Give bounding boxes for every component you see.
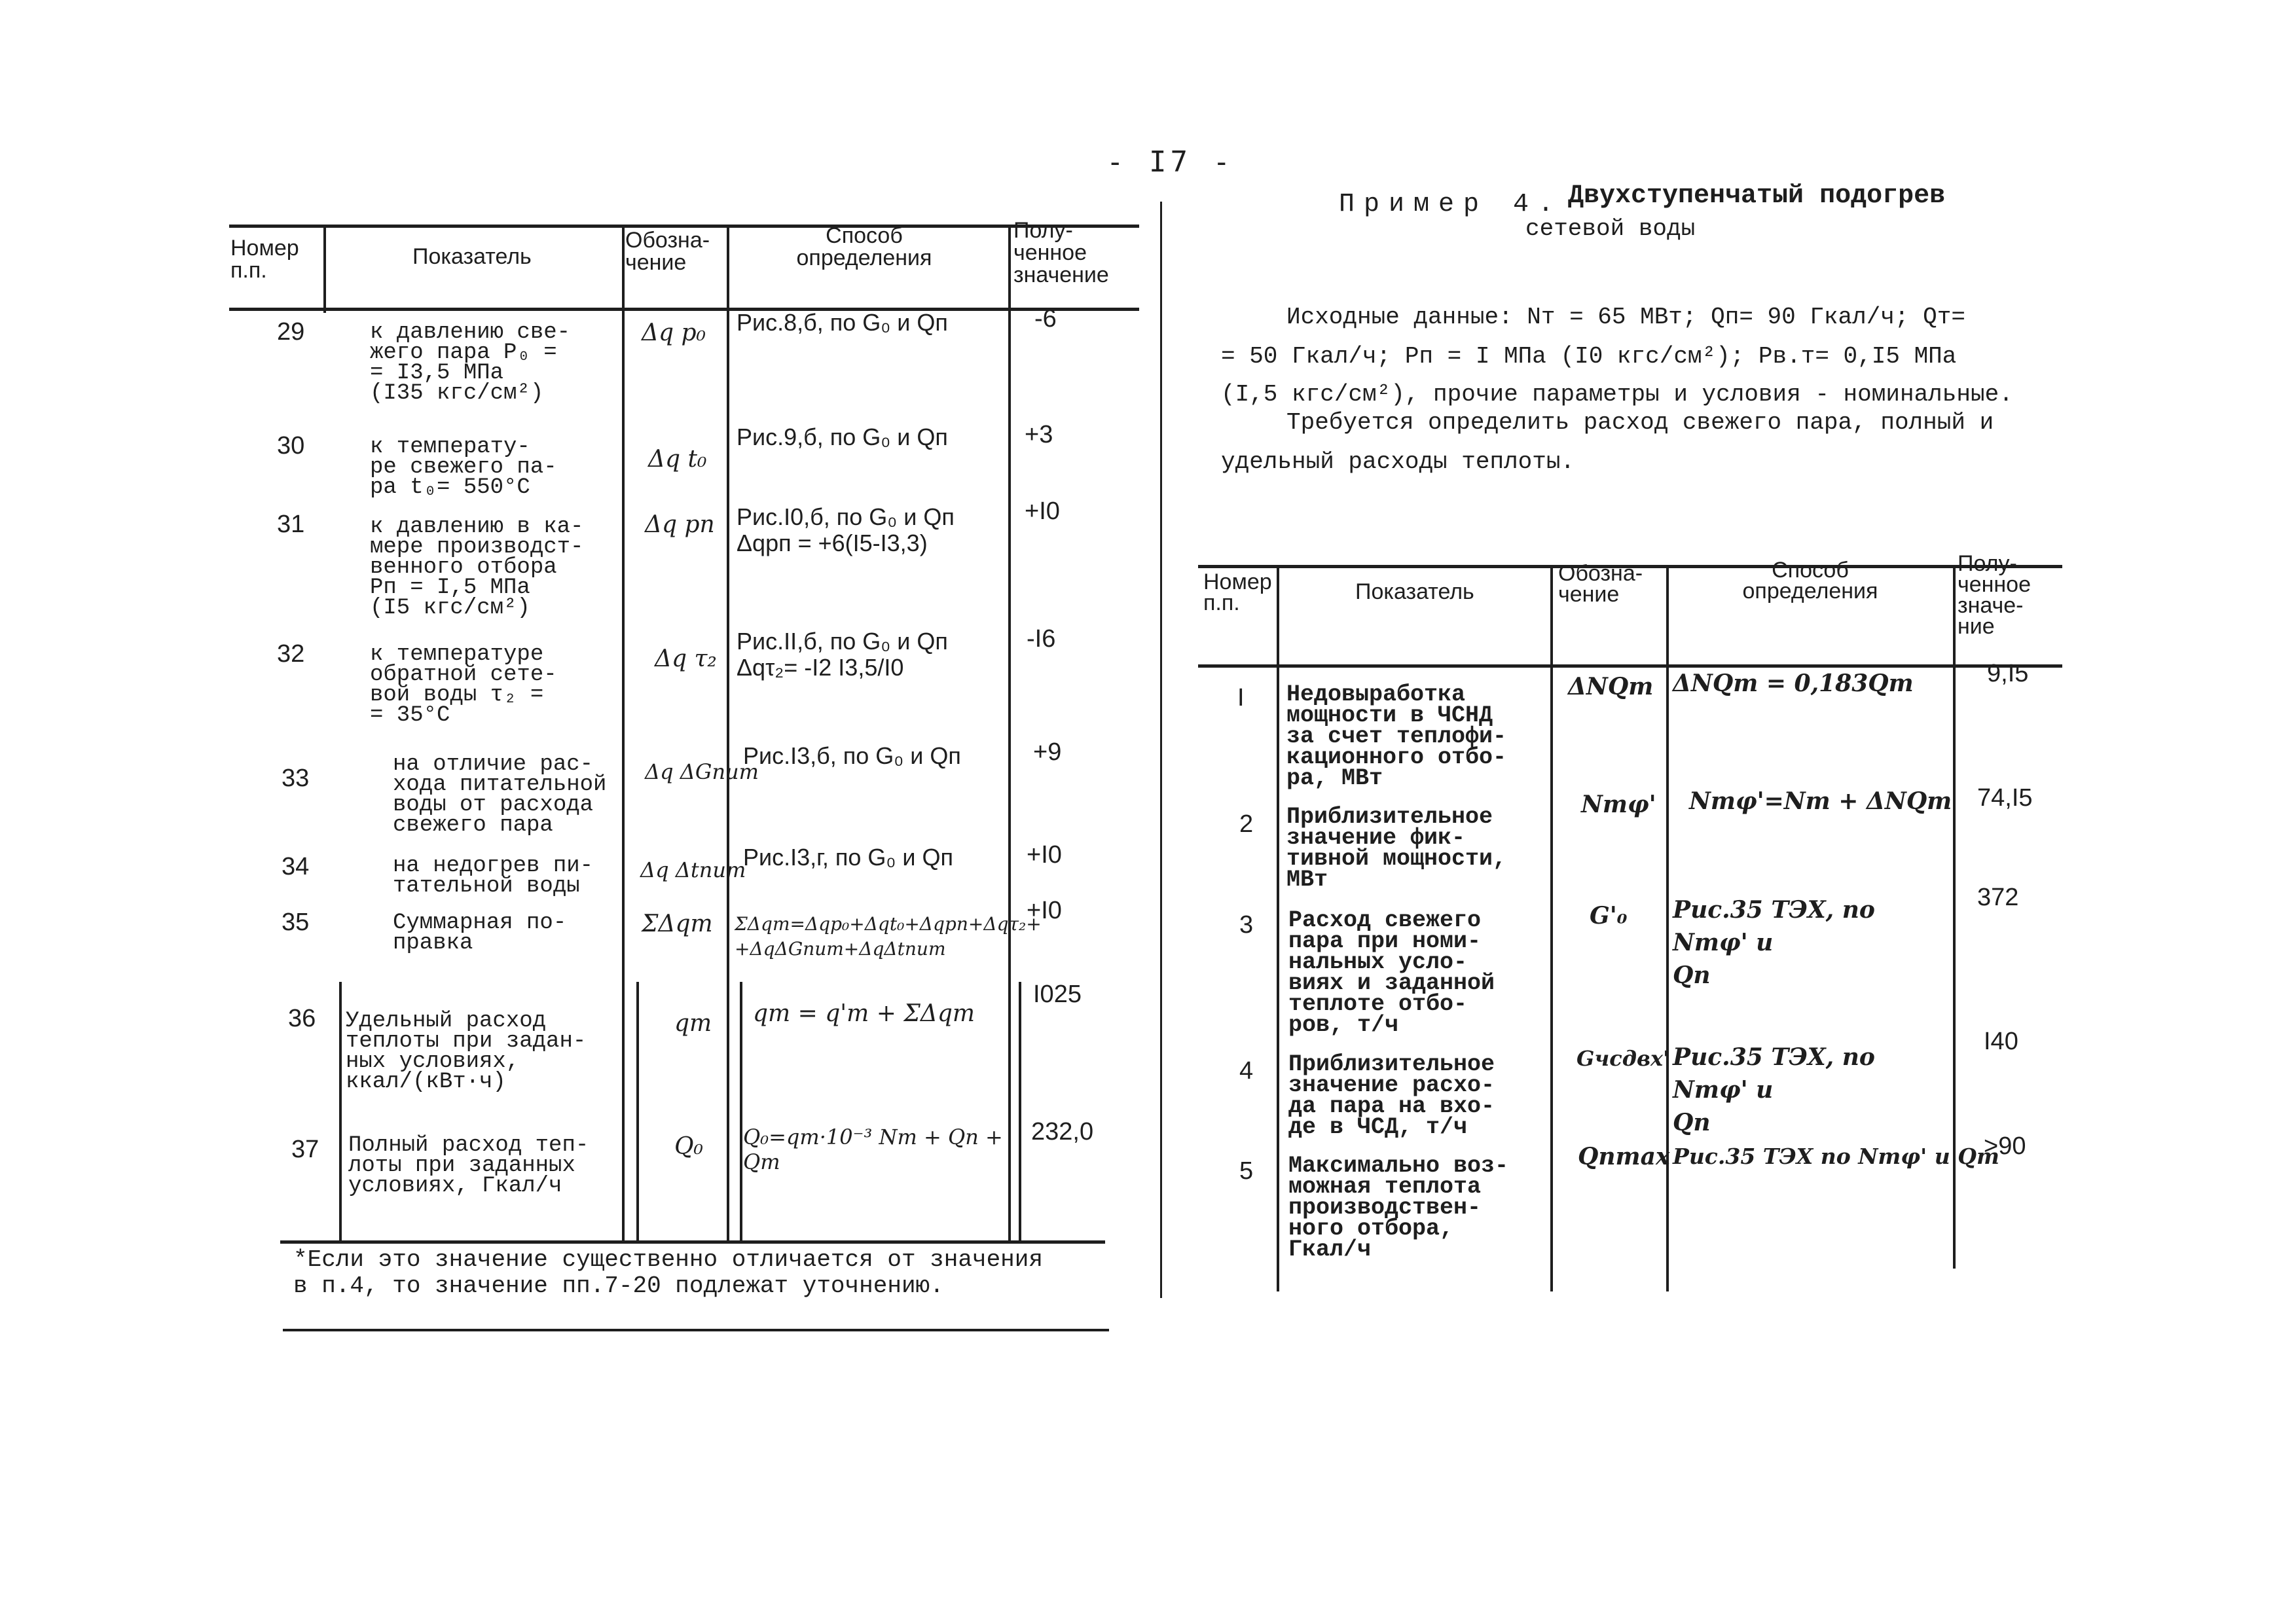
left-row-number: 34: [282, 853, 310, 880]
left-table-col-rule-1: [323, 225, 326, 313]
left-header-method: Способ определения: [796, 223, 932, 270]
right-row-indicator: Приблизительное значение фик- тивной мощности, МВт: [1286, 804, 1507, 893]
left-row-method: Рис.I0,б, по G₀ и Qп Δqpп = +6(I5-I3,3): [737, 503, 955, 556]
left-row-indicator: к давлению све- жего пара P₀ = = I3,5 МПа (I35 кгс/см²): [370, 320, 571, 406]
left-row-number: 30: [277, 432, 305, 460]
left-table-footnote-rule: [283, 1329, 1109, 1331]
right-row-number: 2: [1239, 810, 1254, 838]
left-row-symbol: Δq τ₂: [655, 645, 717, 672]
left-table-col-rule-4: [1008, 225, 1011, 1240]
left-row-indicator: Полный расход теп- лоты при заданных условиях, Гкал/ч: [348, 1133, 589, 1199]
left-row-number: 36: [288, 1005, 316, 1032]
page-number: - I7 -: [1106, 145, 1234, 179]
right-header-indicator: Показатель: [1355, 579, 1474, 604]
right-header-symbol: Обозна-чение: [1558, 561, 1643, 607]
left-row-number: 31: [277, 511, 305, 538]
left-row-indicator: Удельный расход теплоты при задан- ных условиях, ккал/(кВт·ч): [346, 1009, 587, 1094]
left-row-indicator: Суммарная по- правка: [393, 911, 567, 956]
right-row-method: Рис.35 ТЭХ, по Nтφ' и Qп: [1673, 896, 1875, 989]
left-header-value: Полу-ченное значение: [1013, 218, 1109, 287]
left-header-indicator: Показатель: [412, 244, 532, 269]
right-row-indicator: Приблизительное значение расхо- да пара на вхо- де в ЧСД, т/ч: [1288, 1051, 1495, 1140]
footnote: *Если это значение существенно отличается от значения в п.4, то значение пп.7-20 подлежат уточнению.: [293, 1246, 1043, 1299]
left-row-method: Рис.I3,г, по G₀ и Qп: [743, 844, 953, 871]
right-row-method: Nтφ'=Nт + ΔNQт: [1689, 787, 1952, 815]
right-header-number: Номер п.п.: [1203, 569, 1272, 615]
example-title-label: Пример 4.: [1339, 190, 1563, 219]
right-row-symbol: Qпmax: [1578, 1143, 1670, 1170]
left-row-value: +I0: [1027, 897, 1062, 924]
right-row-symbol: Nтφ': [1581, 791, 1656, 818]
left-row-indicator: на отличие рас- хода питательной воды от расхода свежего пара: [393, 752, 607, 838]
left-row-method: qт = q'т + ΣΔqт: [753, 1000, 975, 1027]
right-row-value: >90: [1984, 1132, 2026, 1160]
right-row-number: 4: [1239, 1057, 1254, 1085]
right-row-number: I: [1237, 684, 1245, 712]
left-row-symbol: ΣΔqт: [642, 911, 713, 937]
left-row-number: 32: [277, 640, 305, 668]
right-row-number: 5: [1239, 1157, 1254, 1185]
right-row-value: 9,I5: [1987, 660, 2029, 687]
left-header-number: Номер п.п.: [230, 236, 299, 283]
left-row-method: ΣΔqт=Δqp₀+Δqt₀+Δqpп+Δqτ₂+ +ΔqΔGпит+ΔqΔtпит: [735, 913, 1042, 960]
left-row-value: +3: [1025, 421, 1053, 448]
right-row-number: 3: [1239, 911, 1254, 939]
right-row-method: Рис.35 ТЭХ по Nтφ' и Qт: [1673, 1144, 1999, 1169]
left-row-indicator: к давлению в ка- мере производст- венного отбора Pп = I,5 МПа (I5 кгс/см²): [370, 514, 584, 621]
left-table-col-rule-4b: [1019, 982, 1021, 1240]
left-row-number: 35: [282, 909, 310, 936]
left-header-symbol: Обозна-чение: [625, 228, 710, 275]
right-row-value: 74,I5: [1977, 784, 2033, 812]
left-row-number: 33: [282, 765, 310, 792]
left-row-symbol: qт: [674, 1010, 712, 1037]
left-row-value: +I0: [1025, 497, 1060, 525]
right-row-indicator: Недовыработка мощности в ЧСНД за счет теплофи- кационного отбо- ра, МВт: [1286, 681, 1507, 791]
right-table-col-rule-1: [1277, 565, 1279, 1291]
source-data-line: = 50 Гкал/ч; Pп = I МПа (I0 кгс/см²); Pв.т= 0,I5 МПа: [1221, 343, 1957, 370]
right-row-method: ΔNQт = 0,183Qт: [1673, 670, 1914, 697]
right-row-symbol: ΔNQт: [1568, 673, 1654, 700]
left-row-symbol: Δq pп: [645, 511, 715, 538]
example-title-line2: сетевой воды: [1525, 215, 1696, 242]
left-row-value: -I6: [1027, 625, 1056, 653]
left-row-value: +I0: [1027, 841, 1062, 869]
left-row-method: Q₀=qт·10⁻³ Nт + Qп + Qт: [743, 1125, 1003, 1174]
example-title: Двухступенчатый подогрев: [1568, 181, 1946, 211]
left-row-indicator: к температу- ре свежего па- ра t₀= 550°С: [370, 435, 557, 500]
left-row-value: -6: [1034, 305, 1057, 333]
source-data-line: (I,5 кгс/см²), прочие параметры и условия - номинальные.: [1221, 381, 2013, 408]
right-row-value: 372: [1977, 884, 2019, 911]
left-row-method: Рис.8,б, по G₀ и Qп: [737, 309, 948, 336]
right-row-symbol: G'₀: [1590, 902, 1628, 929]
right-row-value: I40: [1984, 1028, 2018, 1055]
left-row-number: 29: [277, 318, 305, 346]
right-row-method: Рис.35 ТЭХ, по Nтφ' и Qп: [1673, 1043, 1875, 1136]
right-table-col-rule-2: [1550, 565, 1553, 1291]
left-row-value: I025: [1033, 981, 1082, 1008]
left-table-col-rule-3: [727, 225, 729, 1240]
column-divider: [1160, 202, 1162, 1298]
left-row-symbol: Q₀: [674, 1133, 703, 1160]
right-header-method: Способ определения: [1742, 558, 1878, 604]
left-row-number: 37: [291, 1136, 319, 1163]
left-table-col-rule-2b: [636, 982, 639, 1240]
left-row-indicator: на недогрев пи- тательной воды: [393, 854, 594, 899]
left-row-symbol: Δq p₀: [642, 319, 706, 346]
left-row-method: Рис.I3,б, по G₀ и Qп: [743, 742, 961, 769]
right-table-header-rule: [1198, 664, 2062, 668]
left-table-col-rule-3b: [740, 982, 742, 1240]
left-row-indicator: к температуре обратной сете- вой воды τ₂ = = 35°С: [370, 642, 557, 728]
left-table-bottom-rule: [280, 1240, 1105, 1244]
left-row-method: Рис.II,б, по G₀ и Qп Δqτ₂= -I2 I3,5/I0: [737, 628, 948, 681]
left-row-value: 232,0: [1031, 1118, 1094, 1146]
left-row-method: Рис.9,б, по G₀ и Qп: [737, 424, 948, 450]
right-row-indicator: Расход свежего пара при номи- нальных усло- виях и заданной теплоте отбо- ров, т/ч: [1288, 907, 1495, 1038]
right-header-value: Полу-ченное значе-ние: [1958, 551, 2031, 639]
source-data-line: Исходные данные: Nт = 65 МВт; Qп= 90 Гкал/ч; Qт=: [1286, 304, 1965, 331]
left-row-symbol: Δq Δtпит: [640, 857, 746, 882]
left-row-symbol: Δq t₀: [648, 446, 707, 473]
left-row-value: +9: [1033, 738, 1062, 766]
source-data-line: Требуется определить расход свежего пара, полный и: [1286, 409, 1994, 436]
right-row-symbol: Gчсдвх': [1576, 1046, 1669, 1071]
left-row-symbol: Δq ΔGпит: [645, 759, 759, 784]
source-data-line: удельный расходы теплоты.: [1221, 448, 1575, 475]
right-row-indicator: Максимально воз- можная теплота производствен- ного отбора, Гкал/ч: [1288, 1153, 1509, 1263]
right-table-col-rule-3: [1666, 565, 1669, 1291]
left-table-col-rule-1b: [339, 982, 342, 1240]
